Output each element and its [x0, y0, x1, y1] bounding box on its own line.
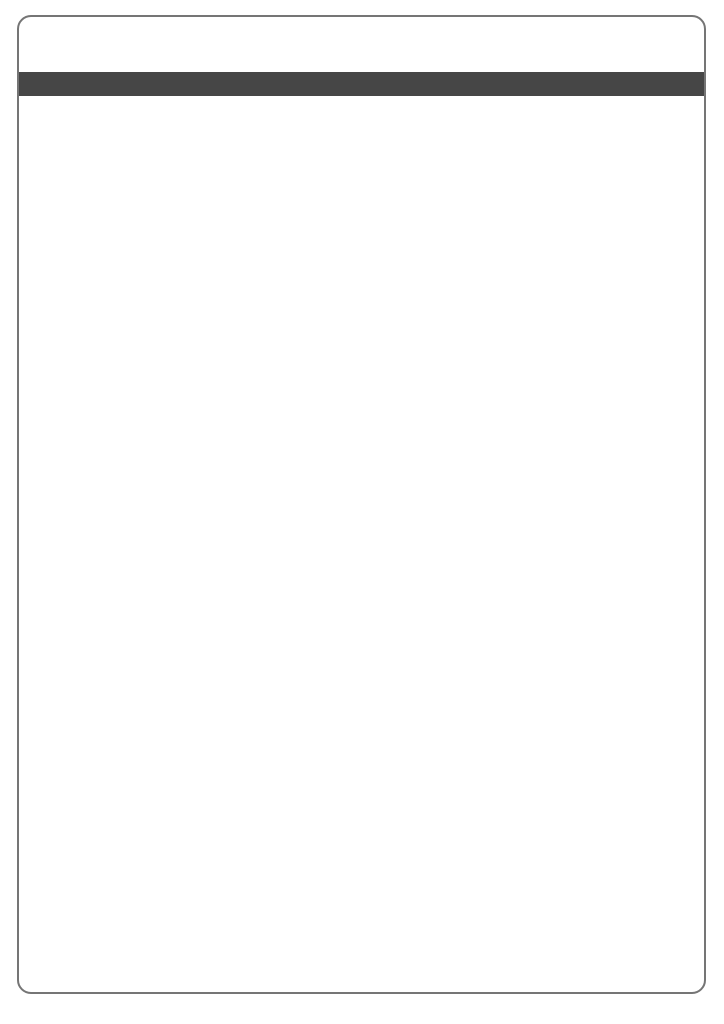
- results-section-bar: [19, 72, 704, 96]
- results-card: [17, 15, 706, 994]
